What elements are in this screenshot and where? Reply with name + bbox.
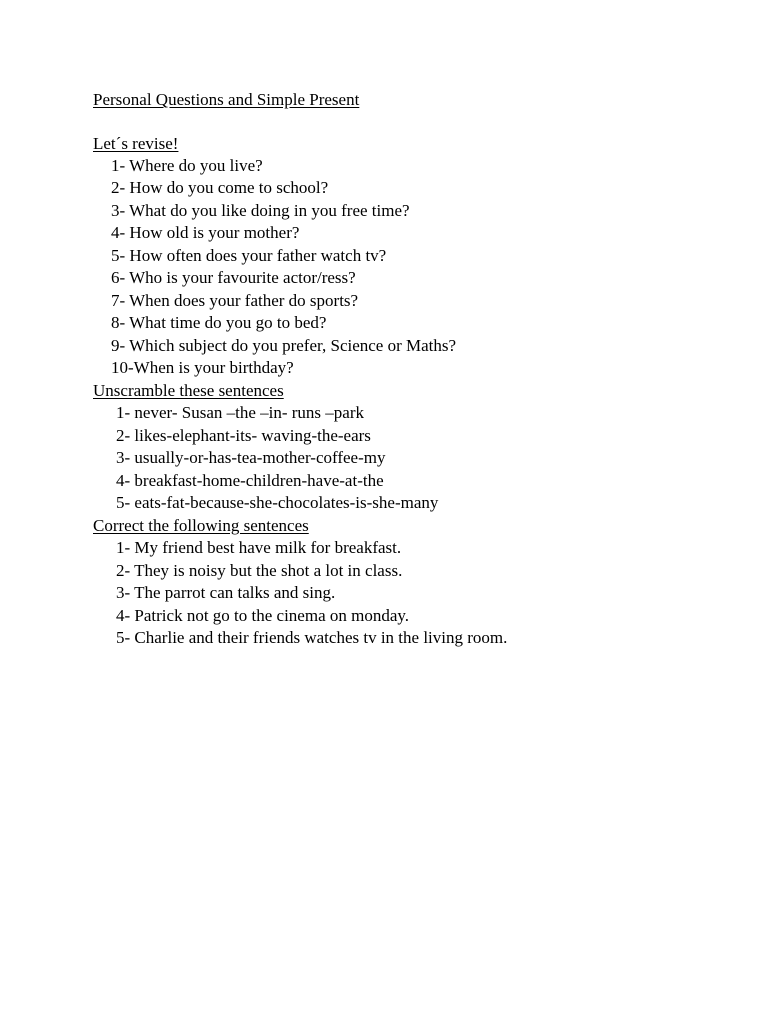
list-item: 3- usually-or-has-tea-mother-coffee-my: [116, 448, 386, 467]
list-item: 3- The parrot can talks and sing.: [116, 583, 336, 602]
list-item: 1- My friend best have milk for breakfast.: [116, 538, 402, 557]
list-item: 4- breakfast-home-children-have-at-the: [116, 471, 384, 490]
list-item: 5- How often does your father watch tv?: [111, 246, 387, 265]
list-item: 5- Charlie and their friends watches tv in the living room.: [116, 628, 508, 647]
document-title: Personal Questions and Simple Present: [93, 90, 360, 109]
list-item: 4- How old is your mother?: [111, 223, 300, 242]
list-item: 1- Where do you live?: [111, 156, 263, 175]
list-item: 1- never- Susan –the –in- runs –park: [116, 403, 364, 422]
list-item: 2- How do you come to school?: [111, 178, 329, 197]
list-item: 7- When does your father do sports?: [111, 291, 359, 310]
list-item: 3- What do you like doing in you free time?: [111, 201, 410, 220]
list-item: 2- likes-elephant-its- waving-the-ears: [116, 426, 371, 445]
list-item: 10-When is your birthday?: [111, 358, 294, 377]
list-item: 8- What time do you go to bed?: [111, 313, 327, 332]
section-heading-unscramble: Unscramble these sentences: [93, 381, 284, 400]
section-heading-revise: Let´s revise!: [93, 134, 179, 153]
list-item: 4- Patrick not go to the cinema on monday.: [116, 606, 410, 625]
list-item: 2- They is noisy but the shot a lot in class.: [116, 561, 403, 580]
list-item: 9- Which subject do you prefer, Science or Maths?: [111, 336, 457, 355]
list-item: 5- eats-fat-because-she-chocolates-is-she-many: [116, 493, 439, 512]
section-heading-correct: Correct the following sentences: [93, 516, 309, 535]
list-item: 6- Who is your favourite actor/ress?: [111, 268, 356, 287]
